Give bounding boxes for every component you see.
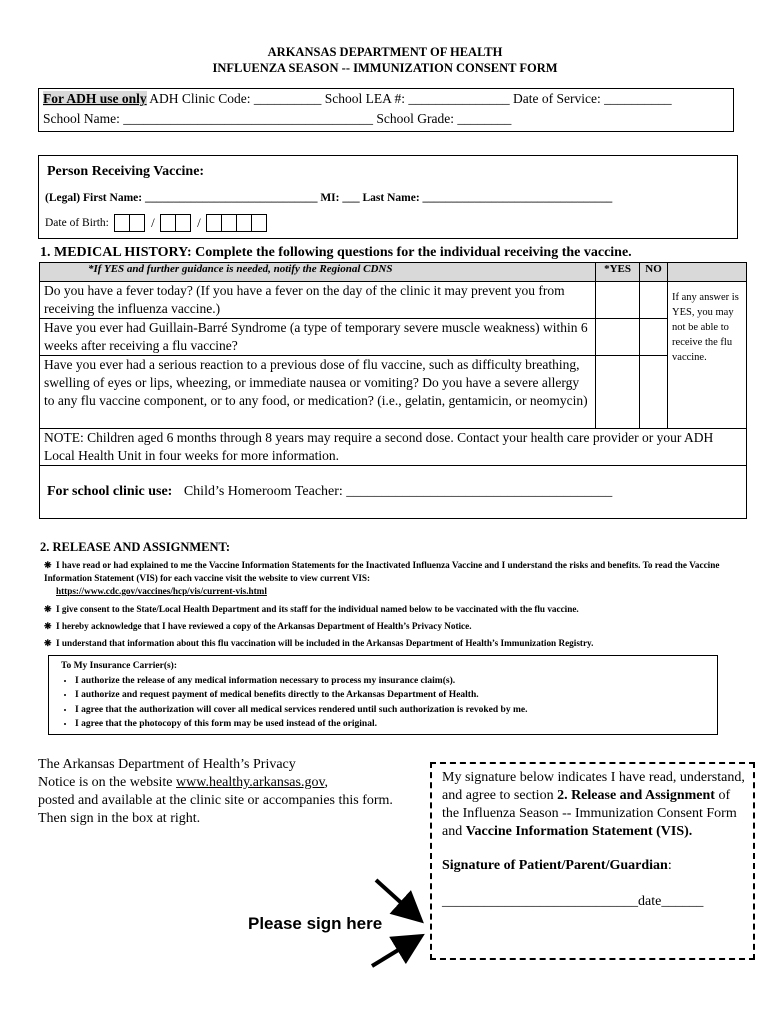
name-fields[interactable]: (Legal) First Name: ______________________________ MI: ___ Last Name: _________________________________ (45, 192, 613, 204)
insurance-item: • I agree that the photocopy of this form may be used instead of the original. (75, 717, 717, 732)
bullet-vis-text: I have read or had explained to me the Vaccine Information Statements for the Inactivated Influenza Vaccine and I understand the risks and benefits. To read the Vaccine Information Statement (VIS) for each vaccine visit the website to view current VIS: (44, 560, 720, 583)
reaction-yes-cell[interactable] (596, 356, 640, 429)
release-heading: 2. RELEASE AND ASSIGNMENT: (40, 540, 231, 554)
bullet-icon: ❋ (44, 560, 52, 570)
dob-month-digit-2[interactable] (129, 214, 145, 232)
bullet-consent-text: I give consent to the State/Local Health Department and its staff for the individual named below to be vaccinated with the flu vaccine. (56, 604, 579, 614)
homeroom-teacher-field[interactable]: Child’s Homeroom Teacher: ______________________________________ (183, 484, 613, 499)
dob-year-digit-3[interactable] (236, 214, 252, 232)
second-dose-note: NOTE: Children aged 6 months through 8 years may require a second dose. Contact your health care provider or your ADH Local Health Unit in four weeks for more information. (40, 429, 747, 466)
adh-use-box (38, 88, 734, 132)
privacy-line-3: posted and available at the clinic site or accompanies this form. (38, 793, 393, 808)
signature-box (430, 762, 755, 960)
signature-text-mid: of the Influenza Season -- Immunization Consent Form and (442, 788, 737, 839)
question-fever: Do you have a fever today? (If you have a fever on the day of the clinic it may prevent you from receiving the influenza vaccine.) (40, 282, 596, 319)
signature-text-pre: My signature below indicates I have read, understand, and agree to section (442, 770, 745, 803)
section-2-ref: 2. Release and Assignment (557, 788, 715, 803)
table-row (40, 429, 747, 466)
adh-fields-line2[interactable]: School Name: _____________________________________ School Grade: ________ (43, 111, 512, 126)
dob-month-digit-1[interactable] (114, 214, 130, 232)
yes-warning-note: If any answer is YES, you may not be able to receive the flu vaccine. (668, 282, 747, 429)
insurance-heading: To My Insurance Carrier(s): (61, 661, 178, 671)
dob-year-digit-1[interactable] (206, 214, 222, 232)
dob-day-digit-1[interactable] (160, 214, 176, 232)
vis-website-link[interactable]: https://www.cdc.gov/vaccines/hcp/vis/current-vis.html (56, 586, 267, 596)
gbs-yes-cell[interactable] (596, 319, 640, 356)
release-bullet-registry (44, 637, 734, 650)
release-bullet-consent (44, 603, 734, 616)
insurance-item: • I authorize the release of any medical information necessary to process my insurance claim(s). (75, 674, 717, 689)
privacy-notice-text (38, 756, 428, 828)
bullet-icon: ❋ (44, 638, 52, 648)
person-heading: Person Receiving Vaccine: (47, 164, 205, 179)
pointing-arrows-icon (360, 868, 430, 978)
cdns-note: *If YES and further guidance is needed, notify the Regional CDNS (40, 263, 596, 282)
table-header-row (40, 263, 747, 282)
insurance-box (48, 655, 718, 735)
dob-row (45, 214, 267, 232)
signature-label: Signature of Patient/Parent/Guardian (442, 858, 668, 873)
release-bullet-privacy (44, 620, 734, 633)
header-blank (668, 263, 747, 282)
privacy-line-2: Notice is on the website (38, 775, 177, 790)
date-label: date (638, 894, 662, 909)
form-title: INFLUENZA SEASON -- IMMUNIZATION CONSENT FORM (212, 61, 558, 75)
fever-no-cell[interactable] (640, 282, 668, 319)
gbs-no-cell[interactable] (640, 319, 668, 356)
vis-ref: Vaccine Information Statement (VIS). (465, 824, 693, 839)
table-row (40, 319, 747, 356)
dob-year-digit-2[interactable] (221, 214, 237, 232)
medical-history-table (39, 262, 747, 519)
agency-title: ARKANSAS DEPARTMENT OF HEALTH (267, 45, 503, 59)
dob-year-digit-4[interactable] (251, 214, 267, 232)
signature-line[interactable]: ____________________________ (442, 894, 638, 909)
person-receiving-box (38, 155, 738, 239)
arrow-up-icon (372, 938, 418, 966)
bullet-privacy-text: I hereby acknowledge that I have reviewed a copy of the Arkansas Department of Health’s Privacy Notice. (56, 621, 472, 631)
insurance-item: • I agree that the authorization will cover all medical services rendered until such authorization is revoked by me. (75, 703, 717, 718)
school-clinic-label: For school clinic use: (47, 484, 173, 499)
dob-label: Date of Birth: (45, 217, 109, 229)
privacy-comma: , (324, 775, 329, 790)
table-row (40, 466, 747, 519)
medical-history-heading: 1. MEDICAL HISTORY: Complete the following questions for the individual receiving the vaccine. (40, 245, 632, 260)
table-row (40, 356, 747, 429)
arrow-down-icon (376, 880, 418, 918)
reaction-no-cell[interactable] (640, 356, 668, 429)
dob-day-digit-2[interactable] (175, 214, 191, 232)
signature-statement (442, 769, 745, 841)
dob-slash-2: / (197, 215, 201, 230)
fever-yes-cell[interactable] (596, 282, 640, 319)
question-serious-reaction: Have you ever had a serious reaction to a previous dose of flu vaccine, such as difficulty breathing, swelling of eyes or lips, wheezing, or immediate nausea or vomiting? Do you have a severe allergy to any flu vaccine component, or to any food, or medication? (i.e., gelatin, gentamicin, or neomycin) (40, 356, 596, 429)
date-line[interactable]: ______ (661, 894, 704, 909)
table-row (40, 282, 747, 319)
adh-use-only-label: For ADH use only (43, 91, 147, 106)
bullet-icon: ❋ (44, 621, 52, 631)
please-sign-label: Please sign here (248, 914, 383, 933)
privacy-line-1: The Arkansas Department of Health’s Privacy (38, 757, 296, 772)
question-guillain-barre: Have you ever had Guillain-Barré Syndrome (a type of temporary severe muscle weakness) within 6 weeks after receiving a flu vaccine? (40, 319, 596, 356)
bullet-registry-text: I understand that information about this flu vaccination will be included in the Arkansas Department of Health’s Immunization Registry. (56, 638, 594, 648)
adh-fields-line1[interactable]: ADH Clinic Code: __________ School LEA #: _______________ Date of Service: __________ (146, 91, 672, 106)
school-clinic-row (40, 466, 747, 519)
health-website-link[interactable]: www.healthy.arkansas.gov (176, 775, 325, 790)
dob-slash-1: / (151, 215, 155, 230)
privacy-line-4: Then sign in the box at right. (38, 811, 201, 826)
yes-column-header: *YES (596, 263, 640, 282)
insurance-item: • I authorize and request payment of medical benefits directly to the Arkansas Department of Health. (75, 688, 717, 703)
release-bullet-vis (44, 559, 734, 598)
signature-colon: : (667, 858, 672, 873)
bullet-icon: ❋ (44, 604, 52, 614)
no-column-header: NO (640, 263, 668, 282)
